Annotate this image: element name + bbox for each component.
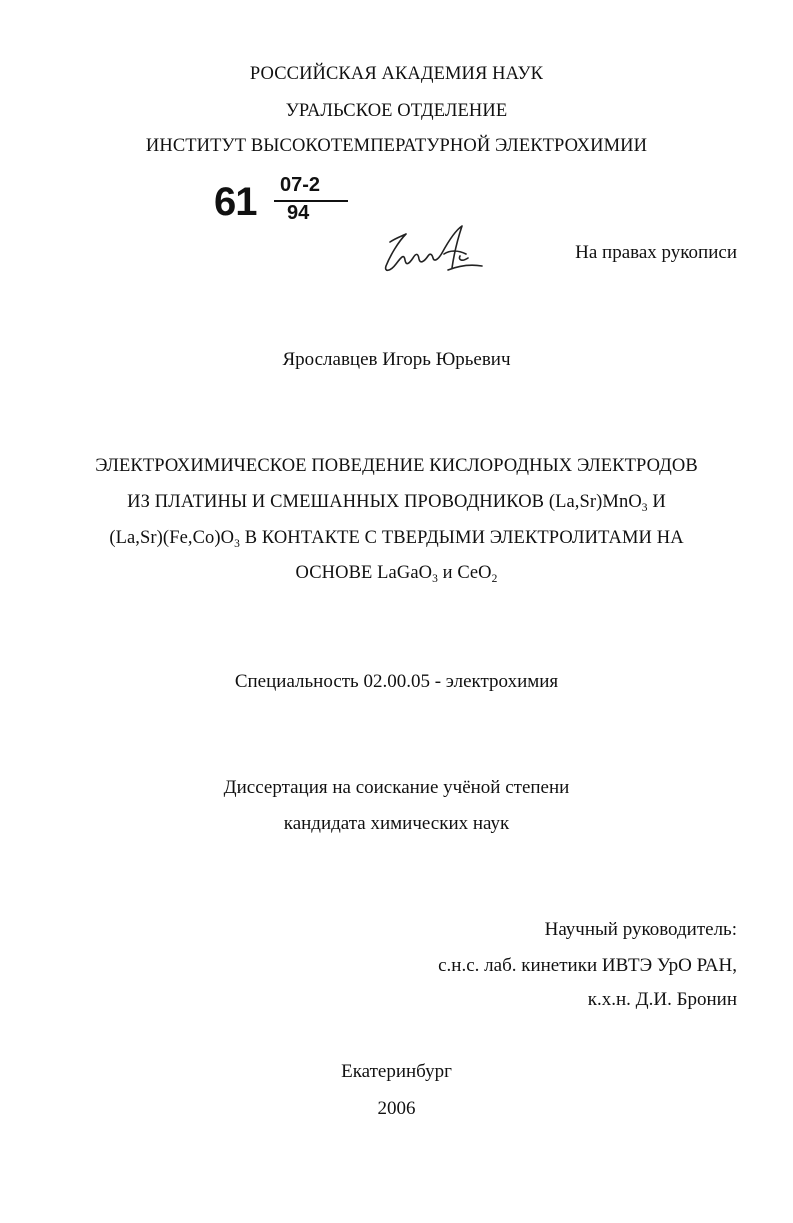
stamp-number: 61 <box>214 180 257 224</box>
stamp-numerator: 07-2 <box>280 174 321 196</box>
branch-name: УРАЛЬСКОЕ ОТДЕЛЕНИЕ <box>285 101 508 121</box>
institute-name: ИНСТИТУТ ВЫСОКОТЕМПЕРАТУРНОЙ ЭЛЕКТРОХИМИИ <box>145 136 648 156</box>
title-line-2: ИЗ ПЛАТИНЫ И СМЕШАННЫХ ПРОВОДНИКОВ (La,Sr)MnO$_3$ И <box>127 492 666 514</box>
degree-line-2: кандидата химических наук <box>283 813 510 834</box>
academy-name: РОССИЙСКАЯ АКАДЕМИЯ НАУК <box>249 64 544 84</box>
degree-line-1: Диссертация на соискание учёной степени <box>223 777 570 798</box>
title-line-4: ОСНОВЕ LaGaO$_3$ и CeO$_2$ <box>295 563 498 585</box>
year: 2006 <box>377 1098 416 1119</box>
library-stamp <box>214 174 344 228</box>
supervisor-label: Научный руководитель: <box>544 919 737 940</box>
title-line-1: ЭЛЕКТРОХИМИЧЕСКОЕ ПОВЕДЕНИЕ КИСЛОРОДНЫХ ЭЛЕКТРОДОВ <box>95 456 698 476</box>
supervisor-position: с.н.с. лаб. кинетики ИВТЭ УрО РАН, <box>438 955 737 976</box>
title-line-3: $(La,Sr)(Fe,Co)O_3$ В КОНТАКТЕ С ТВЕРДЫМИ ЭЛЕКТРОЛИТАМИ НА <box>109 528 684 550</box>
supervisor-name: к.х.н. Д.И. Бронин <box>587 989 737 1010</box>
stamp-denominator: 94 <box>287 202 310 224</box>
stamp-fraction-bar <box>274 200 348 202</box>
specialty: Специальность 02.00.05 - электрохимия <box>234 671 559 692</box>
author-name: Ярославцев Игорь Юрьевич <box>282 349 511 370</box>
rights-note: На правах рукописи <box>575 242 737 263</box>
city: Екатеринбург <box>341 1061 452 1082</box>
